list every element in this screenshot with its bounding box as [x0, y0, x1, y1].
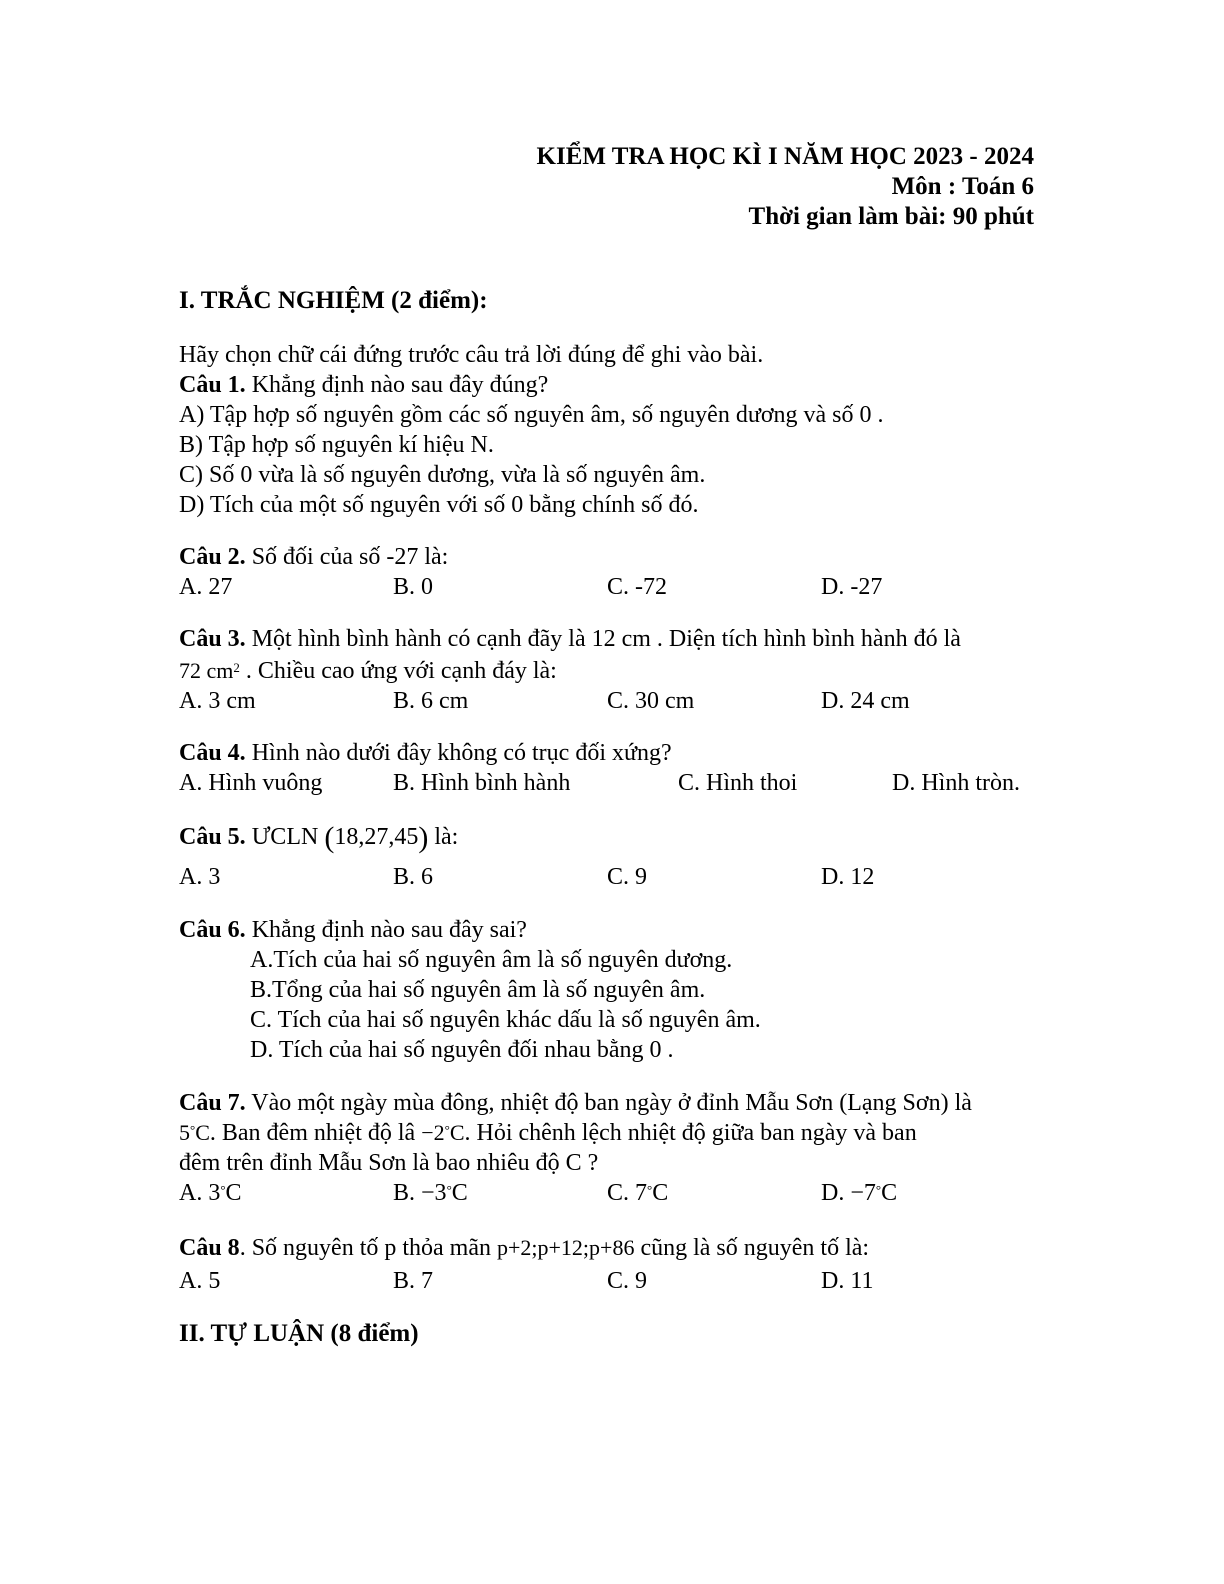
question-8-text: . Số nguyên tố p thỏa mãn: [239, 1235, 497, 1261]
option-letter: D.: [821, 1180, 851, 1206]
question-6-option-b: B.Tổng của hai số nguyên âm là số nguyên âm.: [250, 977, 706, 1003]
question-5-option-d: D. 12: [821, 864, 875, 890]
question-7-option-d: [821, 1178, 897, 1208]
question-6: [179, 915, 527, 945]
question-8-option-b: B. 7: [393, 1268, 434, 1294]
celsius-unit: C: [652, 1180, 669, 1206]
celsius-unit: C: [451, 1180, 468, 1206]
question-4: [179, 738, 672, 768]
question-3-label: Câu 3.: [179, 626, 246, 652]
question-7-option-a: [179, 1178, 242, 1208]
question-1-option-d: D) Tích của một số nguyên với số 0 bằng chính số đó.: [179, 492, 699, 518]
question-7-line-3: đêm trên đỉnh Mẫu Sơn là bao nhiêu độ C ?: [179, 1150, 599, 1176]
question-1-option-c: C) Số 0 vừa là số nguyên dương, vừa là số nguyên âm.: [179, 462, 706, 488]
question-3-option-a: A. 3 cm: [179, 688, 256, 714]
question-6-option-a: A.Tích của hai số nguyên âm là số nguyên dương.: [250, 947, 733, 973]
question-8-option-a: A. 5: [179, 1268, 221, 1294]
celsius-unit: C: [449, 1120, 465, 1145]
question-4-label: Câu 4.: [179, 740, 246, 766]
exam-subject: Môn : Toán 6: [891, 173, 1034, 200]
question-5-text-after: là:: [428, 824, 459, 850]
question-3-option-d: D. 24 cm: [821, 688, 910, 714]
question-5-math: 18,27,45: [334, 824, 419, 850]
question-7-text-2: . Ban đêm nhiệt độ lâ: [209, 1120, 422, 1146]
question-3: [179, 624, 961, 654]
question-2-label: Câu 2.: [179, 544, 246, 570]
question-7-option-c: [607, 1178, 668, 1208]
exam-time: Thời gian làm bài: 90 phút: [748, 203, 1034, 230]
question-1-label: Câu 1.: [179, 372, 246, 398]
celsius-unit: C: [881, 1180, 898, 1206]
question-5-option-b: B. 6: [393, 864, 434, 890]
question-5-close-paren: ): [418, 821, 429, 854]
celsius-unit: C: [195, 1120, 210, 1145]
question-5: [179, 822, 458, 853]
option-letter: B.: [393, 1180, 422, 1206]
question-5-option-a: A. 3: [179, 864, 221, 890]
question-8-text-2: cũng là số nguyên tố là:: [634, 1235, 870, 1261]
question-6-option-d: D. Tích của hai số nguyên đối nhau bằng 0 .: [250, 1037, 674, 1063]
question-3-area: 72 cm: [179, 658, 234, 683]
option-value: 7: [635, 1180, 648, 1206]
question-3-text: Một hình bình hành có cạnh đãy là 12 cm . Diện tích hình bình hành đó là: [245, 626, 961, 652]
option-letter: C.: [607, 1180, 636, 1206]
question-6-label: Câu 6.: [179, 917, 246, 943]
question-5-open-paren: (: [324, 821, 335, 854]
question-8-math: p+2;p+12;p+86: [497, 1235, 635, 1260]
question-3-line-2: [179, 656, 557, 686]
question-2-option-b: B. 0: [393, 574, 434, 600]
degree-symbol: °: [446, 1182, 452, 1197]
question-1-option-a: A) Tập hợp số nguyên gồm các số nguyên âm, số nguyên dương và số 0 .: [179, 402, 884, 428]
option-value: 3: [208, 1180, 221, 1206]
degree-symbol: °: [444, 1122, 450, 1137]
question-5-label: Câu 5.: [179, 824, 246, 850]
question-7-option-b: [393, 1178, 468, 1208]
question-8: [179, 1233, 869, 1263]
question-3-area-exponent: 2: [233, 660, 240, 675]
degree-symbol: °: [190, 1122, 196, 1137]
question-5-option-c: C. 9: [607, 864, 648, 890]
question-7-text-3: . Hỏi chênh lệch nhiệt độ giữa ban ngày và ban: [464, 1120, 917, 1146]
question-2: [179, 542, 448, 572]
celsius-unit: C: [225, 1180, 242, 1206]
question-7-temp-night: −2: [421, 1120, 445, 1145]
question-2-option-c: C. -72: [607, 574, 667, 600]
question-1: [179, 370, 548, 400]
question-8-label: Câu 8: [179, 1235, 240, 1261]
question-2-option-a: A. 27: [179, 574, 233, 600]
question-3-option-b: B. 6 cm: [393, 688, 469, 714]
question-1-option-b: B) Tập hợp số nguyên kí hiệu N.: [179, 432, 494, 458]
question-4-text: Hình nào dưới đây không có trục đối xứng?: [245, 740, 672, 766]
question-2-option-d: D. -27: [821, 574, 883, 600]
option-value: −3: [421, 1180, 447, 1206]
question-3-text-2: . Chiều cao ứng với cạnh đáy là:: [239, 658, 557, 684]
question-1-text: Khẳng định nào sau đây đúng?: [245, 372, 549, 398]
degree-symbol: °: [647, 1182, 653, 1197]
option-letter: A.: [179, 1180, 209, 1206]
question-2-text: Số đối của số -27 là:: [245, 544, 449, 570]
question-8-option-c: C. 9: [607, 1268, 648, 1294]
question-6-option-c: C. Tích của hai số nguyên khác dấu là số nguyên âm.: [250, 1007, 761, 1033]
exam-header: [537, 142, 1034, 232]
question-4-option-d: D. Hình tròn.: [892, 770, 1020, 796]
question-7-temp-day: 5: [179, 1120, 190, 1145]
degree-symbol: °: [220, 1182, 226, 1197]
question-7-line-2: [179, 1118, 917, 1148]
question-5-text-before: ƯCLN: [245, 824, 325, 850]
question-4-option-a: A. Hình vuông: [179, 770, 323, 796]
exam-title: KIỂM TRA HỌC KÌ I NĂM HỌC 2023 - 2024: [536, 143, 1034, 170]
section-1-heading: I. TRẮC NGHIỆM (2 điểm):: [179, 287, 488, 314]
instruction: Hãy chọn chữ cái đứng trước câu trả lời đúng để ghi vào bài.: [179, 342, 764, 368]
question-8-option-d: D. 11: [821, 1268, 874, 1294]
question-7: [179, 1088, 972, 1118]
question-3-option-c: C. 30 cm: [607, 688, 695, 714]
question-4-option-b: B. Hình bình hành: [393, 770, 571, 796]
option-value: −7: [850, 1180, 876, 1206]
question-6-text: Khẳng định nào sau đây sai?: [245, 917, 527, 943]
question-7-text: Vào một ngày mùa đông, nhiệt độ ban ngày ở đỉnh Mẫu Sơn (Lạng Sơn) là: [245, 1090, 972, 1116]
question-7-label: Câu 7.: [179, 1090, 246, 1116]
degree-symbol: °: [875, 1182, 882, 1197]
section-2-heading: II. TỰ LUẬN (8 điểm): [179, 1320, 419, 1347]
question-4-option-c: C. Hình thoi: [678, 770, 798, 796]
